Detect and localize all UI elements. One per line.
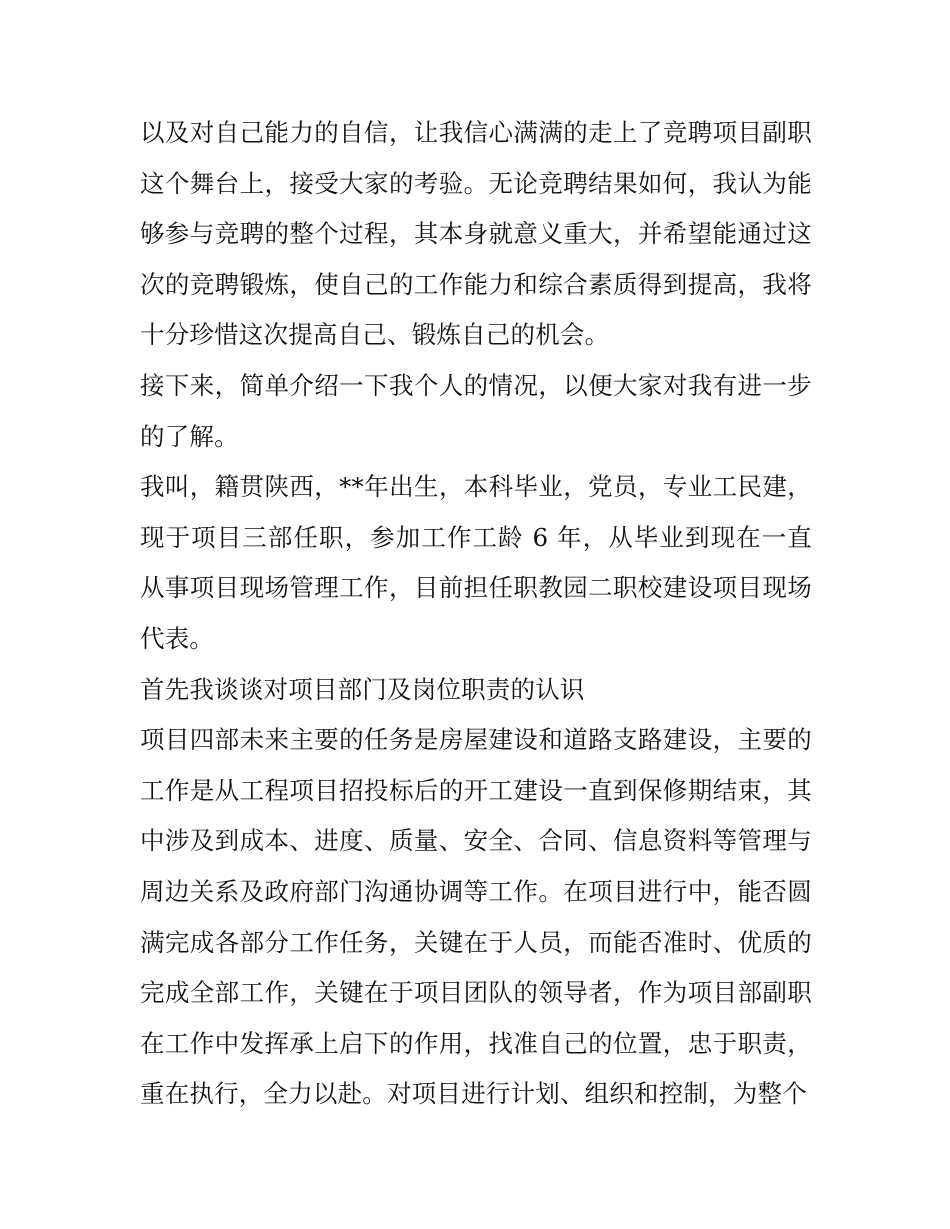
paragraph-section-heading: 首先我谈谈对项目部门及岗位职责的认识 — [140, 674, 585, 704]
paragraph-self-confidence: 以及对自己能力的自信，让我信心满满的走上了竞聘项目副职这个舞台上，接受大家的考验。无论竞聘结果如何，我认为能够参与竞聘的整个过程，其本身就意义重大，并希望能通过这次的竞聘锻炼，使自己的工作能力和综合素质得到提高，我将十分珍惜这次提高自己、锻炼自己的机会。 — [140, 118, 812, 350]
paragraph-project-duties: 项目四部未来主要的任务是房屋建设和道路支路建设，主要的工作是从工程项目招投标后的开工建设一直到保修期结束，其中涉及到成本、进度、质量、安全、合同、信息资料等管理与周边关系及政府部门沟通协调等工作。在项目进行中，能否圆满完成各部分工作任务，关键在于人员，而能否准时、优质的完成全部工作，关键在于项目团队的领导者，作为项目部副职在工作中发挥承上启下的作用，找准自己的位置，忠于职责，重在执行，全力以赴。对项目进行计划、组织和控制，为整个 — [140, 725, 812, 1109]
paragraph-personal-info: 我叫，籍贯陕西，**年出生，本科毕业，党员，专业工民建，现于项目三部任职，参加工作工龄 6 年，从毕业到现在一直从事项目现场管理工作，目前担任职教园二职校建设项目现场代表。 — [140, 472, 812, 653]
paragraph-introduction-lead: 接下来，简单介绍一下我个人的情况，以便大家对我有进一步的了解。 — [140, 370, 812, 451]
document-body — [140, 108, 812, 1120]
